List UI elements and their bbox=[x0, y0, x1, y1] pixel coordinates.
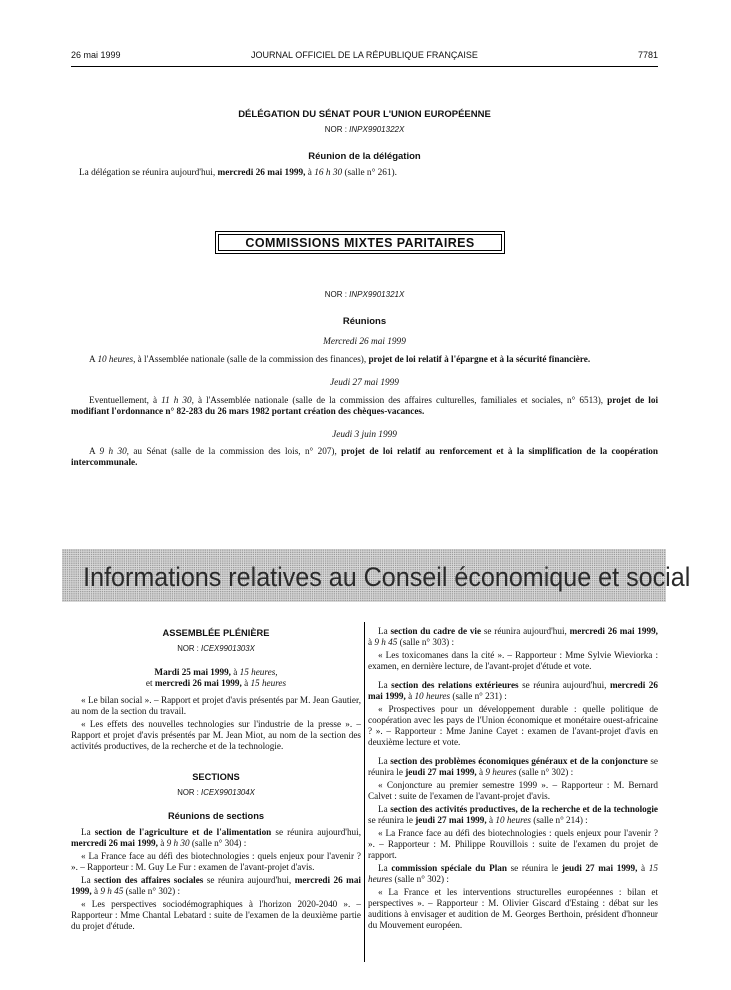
text-run: 16 h 30 bbox=[314, 168, 343, 178]
text-run: La bbox=[378, 756, 391, 766]
text-run: (salle n° 302) : bbox=[516, 767, 574, 777]
text-run: à bbox=[368, 637, 375, 647]
text-run: La délégation se réunira aujourd'hui, bbox=[79, 168, 218, 178]
text-run: se réunira aujourd'hui, bbox=[518, 680, 610, 690]
text-run: 10 heures, bbox=[97, 354, 136, 364]
meeting-paragraph bbox=[71, 354, 658, 365]
text-run: mercredi 26 mai 1999, bbox=[217, 168, 306, 178]
nor-code: ICEX9901303X bbox=[201, 644, 255, 653]
banner-title: Informations relatives au Conseil économique et social bbox=[83, 562, 691, 592]
session-dates bbox=[71, 667, 361, 689]
nor-label: NOR : bbox=[324, 290, 347, 299]
header-rule bbox=[71, 66, 658, 67]
text-run: à bbox=[405, 691, 415, 701]
commissions-title-box bbox=[215, 231, 505, 254]
nor-line bbox=[71, 788, 361, 797]
section-meeting bbox=[368, 756, 658, 778]
text-run: se réunira aujourd'hui, bbox=[271, 827, 361, 837]
text-run: à l'Assemblée nationale (salle de la commission des finances), bbox=[135, 354, 369, 364]
column-rule bbox=[364, 622, 365, 962]
text-run: (salle n° 231) : bbox=[450, 691, 507, 701]
text-run: 9 h 30 bbox=[166, 838, 190, 848]
delegation-text bbox=[79, 168, 397, 178]
section-topic: « La France face au défi des biotechnologies : quels enjeux pour l'avenir ? ». – Rapporteur : M. Guy Le Fur : examen de l'avant-projet d'avis. bbox=[71, 851, 361, 872]
section-topic: « Les perspectives sociodémographiques à l'horizon 2020-2040 ». – Rapporteur : Mme Chantal Lebatard : suite de l'examen de la deuxième partie du projet d'étude. bbox=[71, 899, 361, 931]
text-run: au Sénat (salle de la commission des lois, n° 207), bbox=[128, 446, 342, 456]
commissions-nor bbox=[71, 290, 658, 299]
text-run: projet de loi modifiant l'ordonnance n° 82-283 du 26 mars 1982 portant création des chèques-vacances. bbox=[71, 395, 658, 416]
meeting-date: Jeudi 3 juin 1999 bbox=[332, 430, 397, 440]
section-meeting bbox=[368, 680, 658, 702]
delegation-nor bbox=[71, 125, 658, 134]
nor-code: INPX9901322X bbox=[349, 125, 405, 134]
text-run: se réunira aujourd'hui, bbox=[203, 875, 295, 885]
text-run: (salle n° 214) : bbox=[530, 815, 588, 825]
text-run: 9 h 30, bbox=[99, 446, 129, 456]
text-run: se réunira le bbox=[506, 863, 562, 873]
text-run: 15 heures, bbox=[239, 667, 278, 677]
text-run: projet de loi relatif à l'épargne et à la sécurité financière. bbox=[368, 354, 591, 364]
section-meeting bbox=[71, 827, 361, 849]
meeting-date: Mercredi 26 mai 1999 bbox=[323, 337, 406, 347]
text-run: à bbox=[305, 168, 315, 178]
text-run: section des relations extérieures bbox=[391, 680, 519, 690]
text-run: La bbox=[378, 804, 391, 814]
text-run: La bbox=[378, 863, 392, 873]
text-run: La bbox=[378, 680, 392, 690]
text-run: se réunira le bbox=[368, 756, 658, 777]
text-run: jeudi 27 mai 1999, bbox=[415, 815, 487, 825]
text-run: A bbox=[89, 354, 98, 364]
nor-label: NOR : bbox=[177, 788, 199, 797]
text-run: 15 heures bbox=[368, 863, 658, 884]
text-run: section de l'agriculture et de l'alimentation bbox=[94, 827, 272, 837]
header-date: 26 mai 1999 bbox=[71, 50, 121, 60]
right-column bbox=[368, 622, 658, 931]
agenda-paragraph: « Le bilan social ». – Rapport et projet d'avis présentés par M. Jean Gautier, au nom de la section du travail. bbox=[71, 695, 361, 716]
nor-line bbox=[71, 644, 361, 653]
text-run: (salle n° 302) : bbox=[123, 886, 181, 896]
delegation-subtitle: Réunion de la délégation bbox=[308, 151, 421, 162]
delegation-title: DÉLÉGATION DU SÉNAT POUR L'UNION EUROPÉENNE bbox=[238, 109, 491, 120]
nor-code: ICEX9901304X bbox=[201, 788, 255, 797]
session-date-line bbox=[71, 678, 361, 689]
nor-code: INPX9901321X bbox=[349, 290, 405, 299]
left-column bbox=[71, 622, 361, 932]
section-topic: « Les toxicomanes dans la cité ». – Rapporteur : Mme Sylvie Wieviorka : examen, en dernière lecture, de l'avant-projet d'étude et vote. bbox=[368, 650, 658, 671]
text-run: 11 h 30, bbox=[161, 395, 194, 405]
section-banner bbox=[62, 549, 691, 602]
text-run: section des problèmes économiques généraux et de la conjoncture bbox=[390, 756, 648, 766]
text-run: (salle n° 261). bbox=[342, 168, 397, 178]
text-run: mercredi 26 mai 1999, bbox=[569, 626, 658, 636]
section-topic: « La France face au défi des biotechnologies : quels enjeux pour l'avenir ? ». – Rapporteur : M. Philippe Rouvillois : suite de l'examen du projet de rapport. bbox=[368, 828, 658, 860]
nor-label: NOR : bbox=[177, 644, 199, 653]
text-run: jeudi 27 mai 1999, bbox=[561, 863, 638, 873]
meeting-paragraph bbox=[71, 446, 658, 468]
text-run: à bbox=[241, 678, 251, 688]
text-run: mercredi 26 mai 1999, bbox=[154, 678, 242, 688]
text-run: et bbox=[145, 678, 155, 688]
text-run: à bbox=[230, 667, 240, 677]
text-run: mercredi 26 mai 1999, bbox=[71, 838, 158, 848]
text-run: 9 heures bbox=[485, 767, 517, 777]
text-run: à bbox=[637, 863, 649, 873]
section-topic: « La France et les interventions structurelles européennes : bilan et perspectives ». – Rapporteur : M. Olivier Giscard d'Estaing : débat sur les auditions à envisager et audition de M. Georges Berthoin, président d'honneur du Mouvement européen. bbox=[368, 887, 658, 930]
text-run: La bbox=[81, 827, 95, 837]
section-meeting bbox=[368, 804, 658, 826]
commissions-title: COMMISSIONS MIXTES PARITAIRES bbox=[218, 234, 502, 251]
meeting-date: Jeudi 27 mai 1999 bbox=[330, 378, 399, 388]
text-run: La bbox=[378, 626, 391, 636]
text-run: mercredi 26 mai 1999, bbox=[71, 875, 361, 896]
text-run: Mardi 25 mai 1999, bbox=[154, 667, 231, 677]
text-run: 9 h 45 bbox=[374, 637, 398, 647]
header-page-number: 7781 bbox=[637, 50, 658, 60]
header-journal-title: JOURNAL OFFICIEL DE LA RÉPUBLIQUE FRANÇAISE bbox=[251, 50, 478, 60]
text-run: A bbox=[89, 446, 100, 456]
section-heading: SECTIONS bbox=[192, 772, 240, 782]
text-run: commission spéciale du Plan bbox=[391, 863, 507, 873]
meeting-paragraph bbox=[71, 395, 658, 417]
text-run: 9 h 45 bbox=[100, 886, 124, 896]
session-date-line bbox=[71, 667, 361, 678]
text-run: (salle n° 302) : bbox=[392, 874, 449, 884]
text-run: 15 heures bbox=[250, 678, 287, 688]
text-run: à bbox=[476, 767, 486, 777]
nor-label: NOR : bbox=[324, 125, 347, 134]
text-run: jeudi 27 mai 1999, bbox=[405, 767, 477, 777]
text-run: section des affaires sociales bbox=[94, 875, 204, 885]
text-run: section des activités productives, de la recherche et de la technologie bbox=[390, 804, 658, 814]
section-topic: « Prospectives pour un développement durable : quelle politique de coopération avec les pays de l'Union économique et monétaire ouest-africaine ? ». – Rapporteur : Mme Janine Cayet : examen de l'avant-projet d'avis en deuxième lecture et vote. bbox=[368, 704, 658, 747]
text-run: à l'Assemblée nationale (salle de la commission des affaires culturelles, familiales et sociales, n° 6513), bbox=[193, 395, 608, 405]
section-meeting bbox=[368, 626, 658, 648]
text-run: à bbox=[91, 886, 101, 896]
section-meeting bbox=[71, 875, 361, 897]
text-run: 10 heures bbox=[495, 815, 531, 825]
text-run: se réunira aujourd'hui, bbox=[481, 626, 570, 636]
commissions-subtitle: Réunions bbox=[342, 316, 387, 327]
text-run: (salle n° 304) : bbox=[189, 838, 247, 848]
text-run: à bbox=[157, 838, 167, 848]
section-heading: ASSEMBLÉE PLÉNIÈRE bbox=[162, 628, 270, 638]
text-run: section du cadre de vie bbox=[390, 626, 482, 636]
text-run: projet de loi relatif au renforcement et à la simplification de la coopération intercommunale. bbox=[71, 446, 658, 467]
text-run: La bbox=[81, 875, 95, 885]
text-run: 10 heures bbox=[414, 691, 451, 701]
text-run: Eventuellement, à bbox=[89, 395, 162, 405]
sub-heading: Réunions de sections bbox=[167, 811, 265, 821]
text-run: mercredi 26 mai 1999, bbox=[368, 680, 658, 701]
agenda-paragraph: « Les effets des nouvelles technologies sur l'industrie de la presse ». – Rapport et projet d'avis présentés par M. Jean Miot, au nom de la section des activités productives, de la recherche et de la technologie. bbox=[71, 719, 361, 751]
text-run: se réunira le bbox=[368, 815, 416, 825]
text-run: (salle n° 303) : bbox=[397, 637, 455, 647]
text-run: à bbox=[486, 815, 496, 825]
section-topic: « Conjoncture au premier semestre 1999 ». – Rapporteur : M. Bernard Calvet : suite de l'examen de l'avant-projet d'avis. bbox=[368, 780, 658, 801]
section-meeting bbox=[368, 863, 658, 885]
